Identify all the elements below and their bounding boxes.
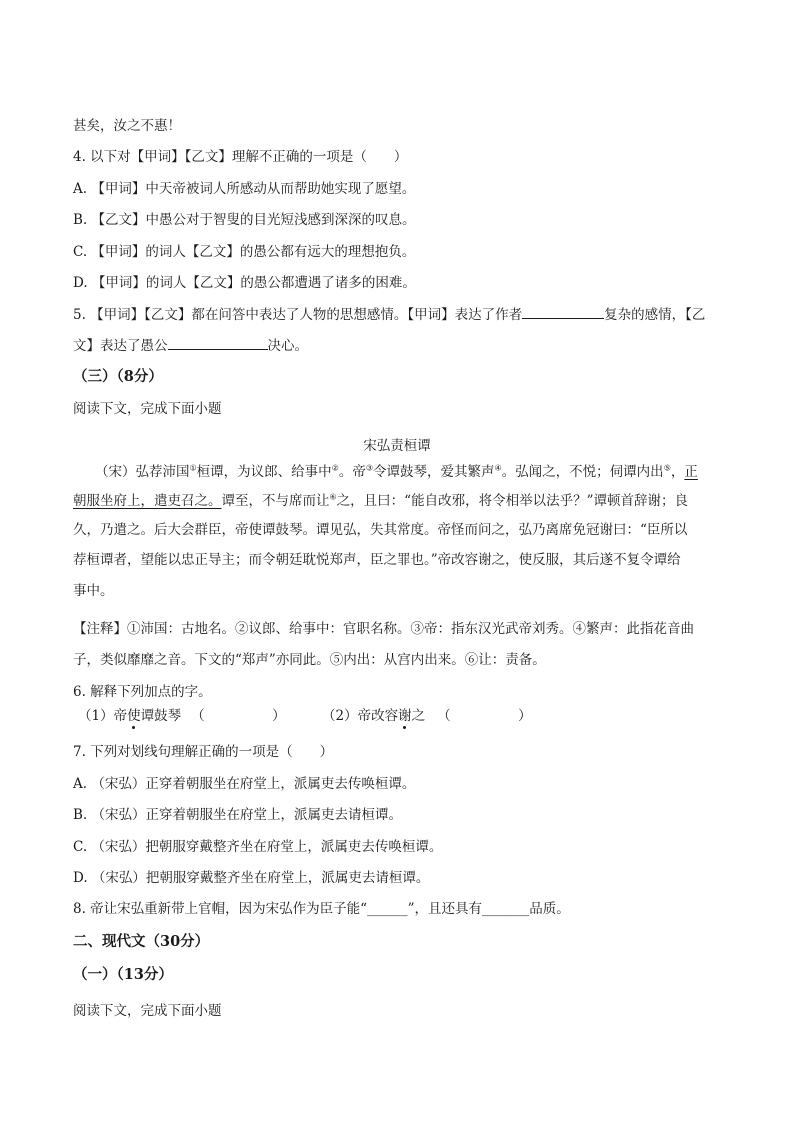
question-4-option-a: A. 【甲词】中天帝被词人所感动从而帮助她实现了愿望。 bbox=[73, 181, 416, 197]
answer-parentheses-1[interactable]: （ ） bbox=[191, 708, 286, 724]
question-4-option-b: B. 【乙文】中愚公对于智叟的目光短浅感到深深的叹息。 bbox=[73, 212, 416, 228]
section-3-instruction: 阅读下文，完成下面小题 bbox=[73, 401, 222, 417]
passage-text: 之，且曰：“能自改邪，将令相举以法乎？”谭顿首辞谢；良 bbox=[336, 493, 688, 509]
footnote-mark: ④ bbox=[494, 463, 502, 473]
answer-blank-2[interactable] bbox=[168, 336, 268, 350]
answer-blank-3[interactable]: ______ bbox=[367, 901, 408, 917]
part-2-instruction: 阅读下文，完成下面小题 bbox=[73, 1003, 222, 1019]
item-text: （1）帝 bbox=[78, 708, 128, 724]
question-6-item-1 bbox=[78, 707, 286, 725]
question-8-text-3: 品质。 bbox=[529, 901, 570, 917]
footnote-mark: ③ bbox=[365, 463, 374, 473]
question-8-text-1: 8. 帝让宋弘重新带上官帽，因为宋弘作为臣子能“ bbox=[73, 901, 368, 917]
footnote-mark: ① bbox=[189, 463, 197, 473]
footnote-mark: ⑥ bbox=[329, 492, 337, 502]
passage-text: 令谭鼓琴，爱其繁声 bbox=[373, 464, 495, 480]
passage-line-1 bbox=[95, 463, 698, 481]
answer-blank-4[interactable]: _______ bbox=[481, 901, 530, 917]
passage-text: （宋）弘荐沛国 bbox=[95, 464, 190, 480]
passage-ending: 甚矣，汝之不惠！ bbox=[73, 118, 181, 134]
passage-line-5: 事中。 bbox=[73, 583, 114, 599]
question-6-item-2 bbox=[322, 707, 532, 725]
question-5-text-1: 5. 【甲词】【乙文】都在问答中表达了人物的思想感情。【甲词】表达了作者 bbox=[73, 307, 523, 323]
question-5-text-4: 决心。 bbox=[267, 338, 308, 354]
question-7-option-d: D. （宋弘）把朝服穿戴整齐坐在府堂上，派属吏去请桓谭。 bbox=[73, 870, 430, 886]
answer-blank-1[interactable] bbox=[522, 305, 604, 319]
passage-line-2 bbox=[73, 492, 688, 510]
question-8 bbox=[73, 900, 570, 918]
passage-text: 桓谭，为议郎、给事中 bbox=[196, 464, 332, 480]
underlined-sentence: 正 bbox=[684, 464, 698, 480]
passage-text: 。帝 bbox=[338, 464, 366, 480]
question-4-option-d: D. 【甲词】的词人【乙文】的愚公都遭遇了诸多的困难。 bbox=[73, 275, 416, 291]
answer-parentheses-2[interactable]: （ ） bbox=[437, 708, 532, 724]
passage-text: 谭至，不与席而让 bbox=[221, 493, 330, 509]
dotted-character: 使 bbox=[127, 708, 141, 724]
question-4-stem: 4. 以下对【甲词】【乙文】理解不正确的一项是（ ） bbox=[73, 149, 408, 165]
passage-text: ， bbox=[670, 464, 685, 480]
question-7-option-c: C. （宋弘）把朝服穿戴整齐坐在府堂上，派属吏去传唤桓谭。 bbox=[73, 839, 443, 855]
question-7-option-a: A. （宋弘）正穿着朝服坐在府堂上，派属吏去传唤桓谭。 bbox=[73, 776, 416, 792]
item-text: 之 bbox=[411, 708, 426, 724]
dotted-character: 谢 bbox=[398, 708, 412, 724]
question-4-option-c: C. 【甲词】的词人【乙文】的愚公都有远大的理想抱负。 bbox=[73, 244, 416, 260]
question-5-line1 bbox=[73, 305, 705, 324]
passage-line-3: 久，乃遣之。后大会群臣，帝使谭鼓琴。谭见弘，失其常度。帝怪而问之，弘乃离席免冠谢曰：“臣所以 bbox=[73, 522, 688, 538]
footnote-mark: ⑤ bbox=[663, 463, 671, 473]
passage-line-4: 荐桓谭者，望能以忠正导主；而令朝廷耽悦郑声，臣之罪也。”帝改容谢之，使反服，其后遂不复令谭给 bbox=[73, 552, 681, 568]
question-5-line2 bbox=[73, 336, 308, 355]
part-2-heading: 二、现代文（30分） bbox=[73, 933, 210, 950]
question-7-option-b: B. （宋弘）正穿着朝服坐在府堂上，派属吏去请桓谭。 bbox=[73, 807, 403, 823]
question-8-text-2: ”，且还具有 bbox=[407, 901, 482, 917]
footnote-mark: ② bbox=[331, 463, 339, 473]
question-5-text-3: 文】表达了愚公 bbox=[73, 338, 168, 354]
annotation-line-1: 【注释】①沛国：古地名。②议郎、给事中：官职名称。③帝：指东汉光武帝刘秀。④繁声：此指花音曲 bbox=[73, 621, 694, 637]
question-5-text-2: 复杂的感情，【乙 bbox=[604, 307, 706, 323]
item-text: 谭鼓琴 bbox=[140, 708, 182, 724]
section-3-heading: （三）（8分） bbox=[73, 368, 163, 385]
question-7-stem: 7. 下列对划线句理解正确的一项是（ ） bbox=[73, 744, 334, 760]
passage-title: 宋弘责桓谭 bbox=[363, 438, 431, 454]
question-6-stem: 6. 解释下列加点的字。 bbox=[73, 684, 212, 700]
item-text: （2）帝改容 bbox=[322, 708, 399, 724]
underlined-sentence: 朝服坐府上，遣吏召之。 bbox=[73, 493, 222, 509]
passage-text: 。弘闻之，不悦；伺谭内出 bbox=[501, 464, 664, 480]
part-2-subheading: （一）（13分） bbox=[73, 966, 173, 983]
annotation-line-2: 子，类似靡靡之音。下文的“郑声”亦同此。⑤内出：从宫内出来。⑥让：责备。 bbox=[73, 652, 546, 668]
